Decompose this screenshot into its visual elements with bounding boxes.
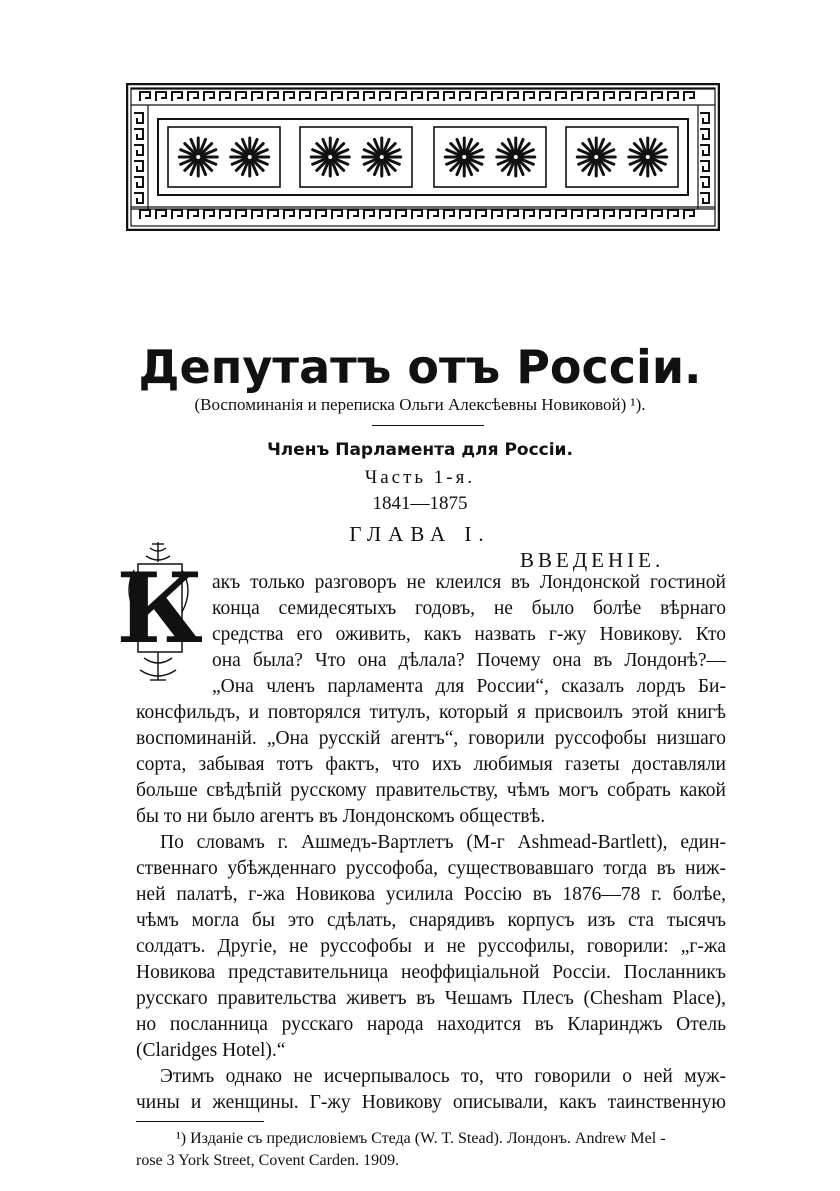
subtitle: (Воспоминанія и переписка Ольги Алексѣевны Новиковой) ¹). [194,395,646,414]
text-line: бы то ни было агентъ въ Лондонскомъ обществѣ. [136,806,546,827]
text-line: она была? Что она дѣлала? Почему она въ Лондонѣ?— [212,650,726,671]
text-line: но посланница русскаго народа находится въ Кларинджъ Отель [136,1014,726,1035]
text-line: чины и женщины. Г-жу Новикову описывали, какъ таинственную [136,1092,726,1113]
text-line: солдатъ. Другіе, не руссофобы и не руссофилы, говорили: „г-жа [136,936,726,957]
text-line: сорта, забывая тотъ фактъ, что ихъ любимыя газеты доставляли [136,754,726,775]
year-range: 1841—1875 [372,493,468,514]
text-line: чѣмъ могла бы это сдѣлать, снарядивъ корпусъ изъ ста тысячъ [136,910,726,931]
title-divider [372,425,484,426]
dropcap-letter: К [116,552,202,665]
page-title: Депутатъ отъ Россіи. [138,340,702,394]
ornamental-header-band [126,83,720,231]
text-line: Этимъ однако не исчерпывалось то, что говорили о ней муж- [160,1066,726,1087]
text-line: русскаго правительства живетъ въ Чешамъ Плесъ (Chesham Place), [136,988,726,1009]
text-line: По словамъ г. Ашмедъ-Вартлетъ (М-г Ashmead-Bartlett), един- [160,832,726,853]
chapter-heading: ГЛАВА I. [349,522,491,546]
text-line: ственнаго убѣжденнаго руссофоба, существовавшаго тогда въ ниж- [136,858,726,879]
footnote-divider [136,1121,264,1122]
greek-key-rosette-ornament [126,83,720,231]
text-line: больше свѣдѣпій русскому правительству, чѣмъ могъ собрать какой [136,780,726,801]
text-line: „Она членъ парламента для России“, сказалъ лордъ Би- [212,676,726,697]
footnote-line: ¹) Изданіе съ предисловіемъ Стеда (W. T. Stead). Лондонъ. Andrew Mel - [176,1130,666,1147]
text-line: (Claridges Hotel).“ [136,1040,286,1061]
text-line: Новикова представительница неоффиціальной Россіи. Посланникъ [136,962,726,983]
footnote-line: rose 3 York Street, Covent Carden. 1909. [136,1152,400,1169]
text-line: акъ только разговоръ не клеился въ Лондонской гостиной [212,572,726,593]
part-title: Членъ Парламента для Россіи. [267,440,573,460]
text-line: конца семидесятыхъ годовъ, не было болѣе вѣрнаго [212,598,726,619]
dropcap-ornament-icon [114,540,202,685]
text-line: воспоминаній. „Она русскій агентъ“, говорили руссофобы низшаго [136,728,726,749]
text-line: консфильдъ, и повторялся титулъ, который я присвоилъ этой книгѣ [136,702,726,723]
text-line: ней палатѣ, г-жа Новикова усилила Россію въ 1876—78 г. болѣе, [136,884,726,905]
section-heading: ВВЕДЕНІЕ. [520,548,665,572]
text-line: средства его оживить, какъ назвать г-жу Новикову. Кто [212,624,726,645]
decorated-dropcap [114,540,202,685]
part-number: Часть 1-я. [364,467,476,488]
